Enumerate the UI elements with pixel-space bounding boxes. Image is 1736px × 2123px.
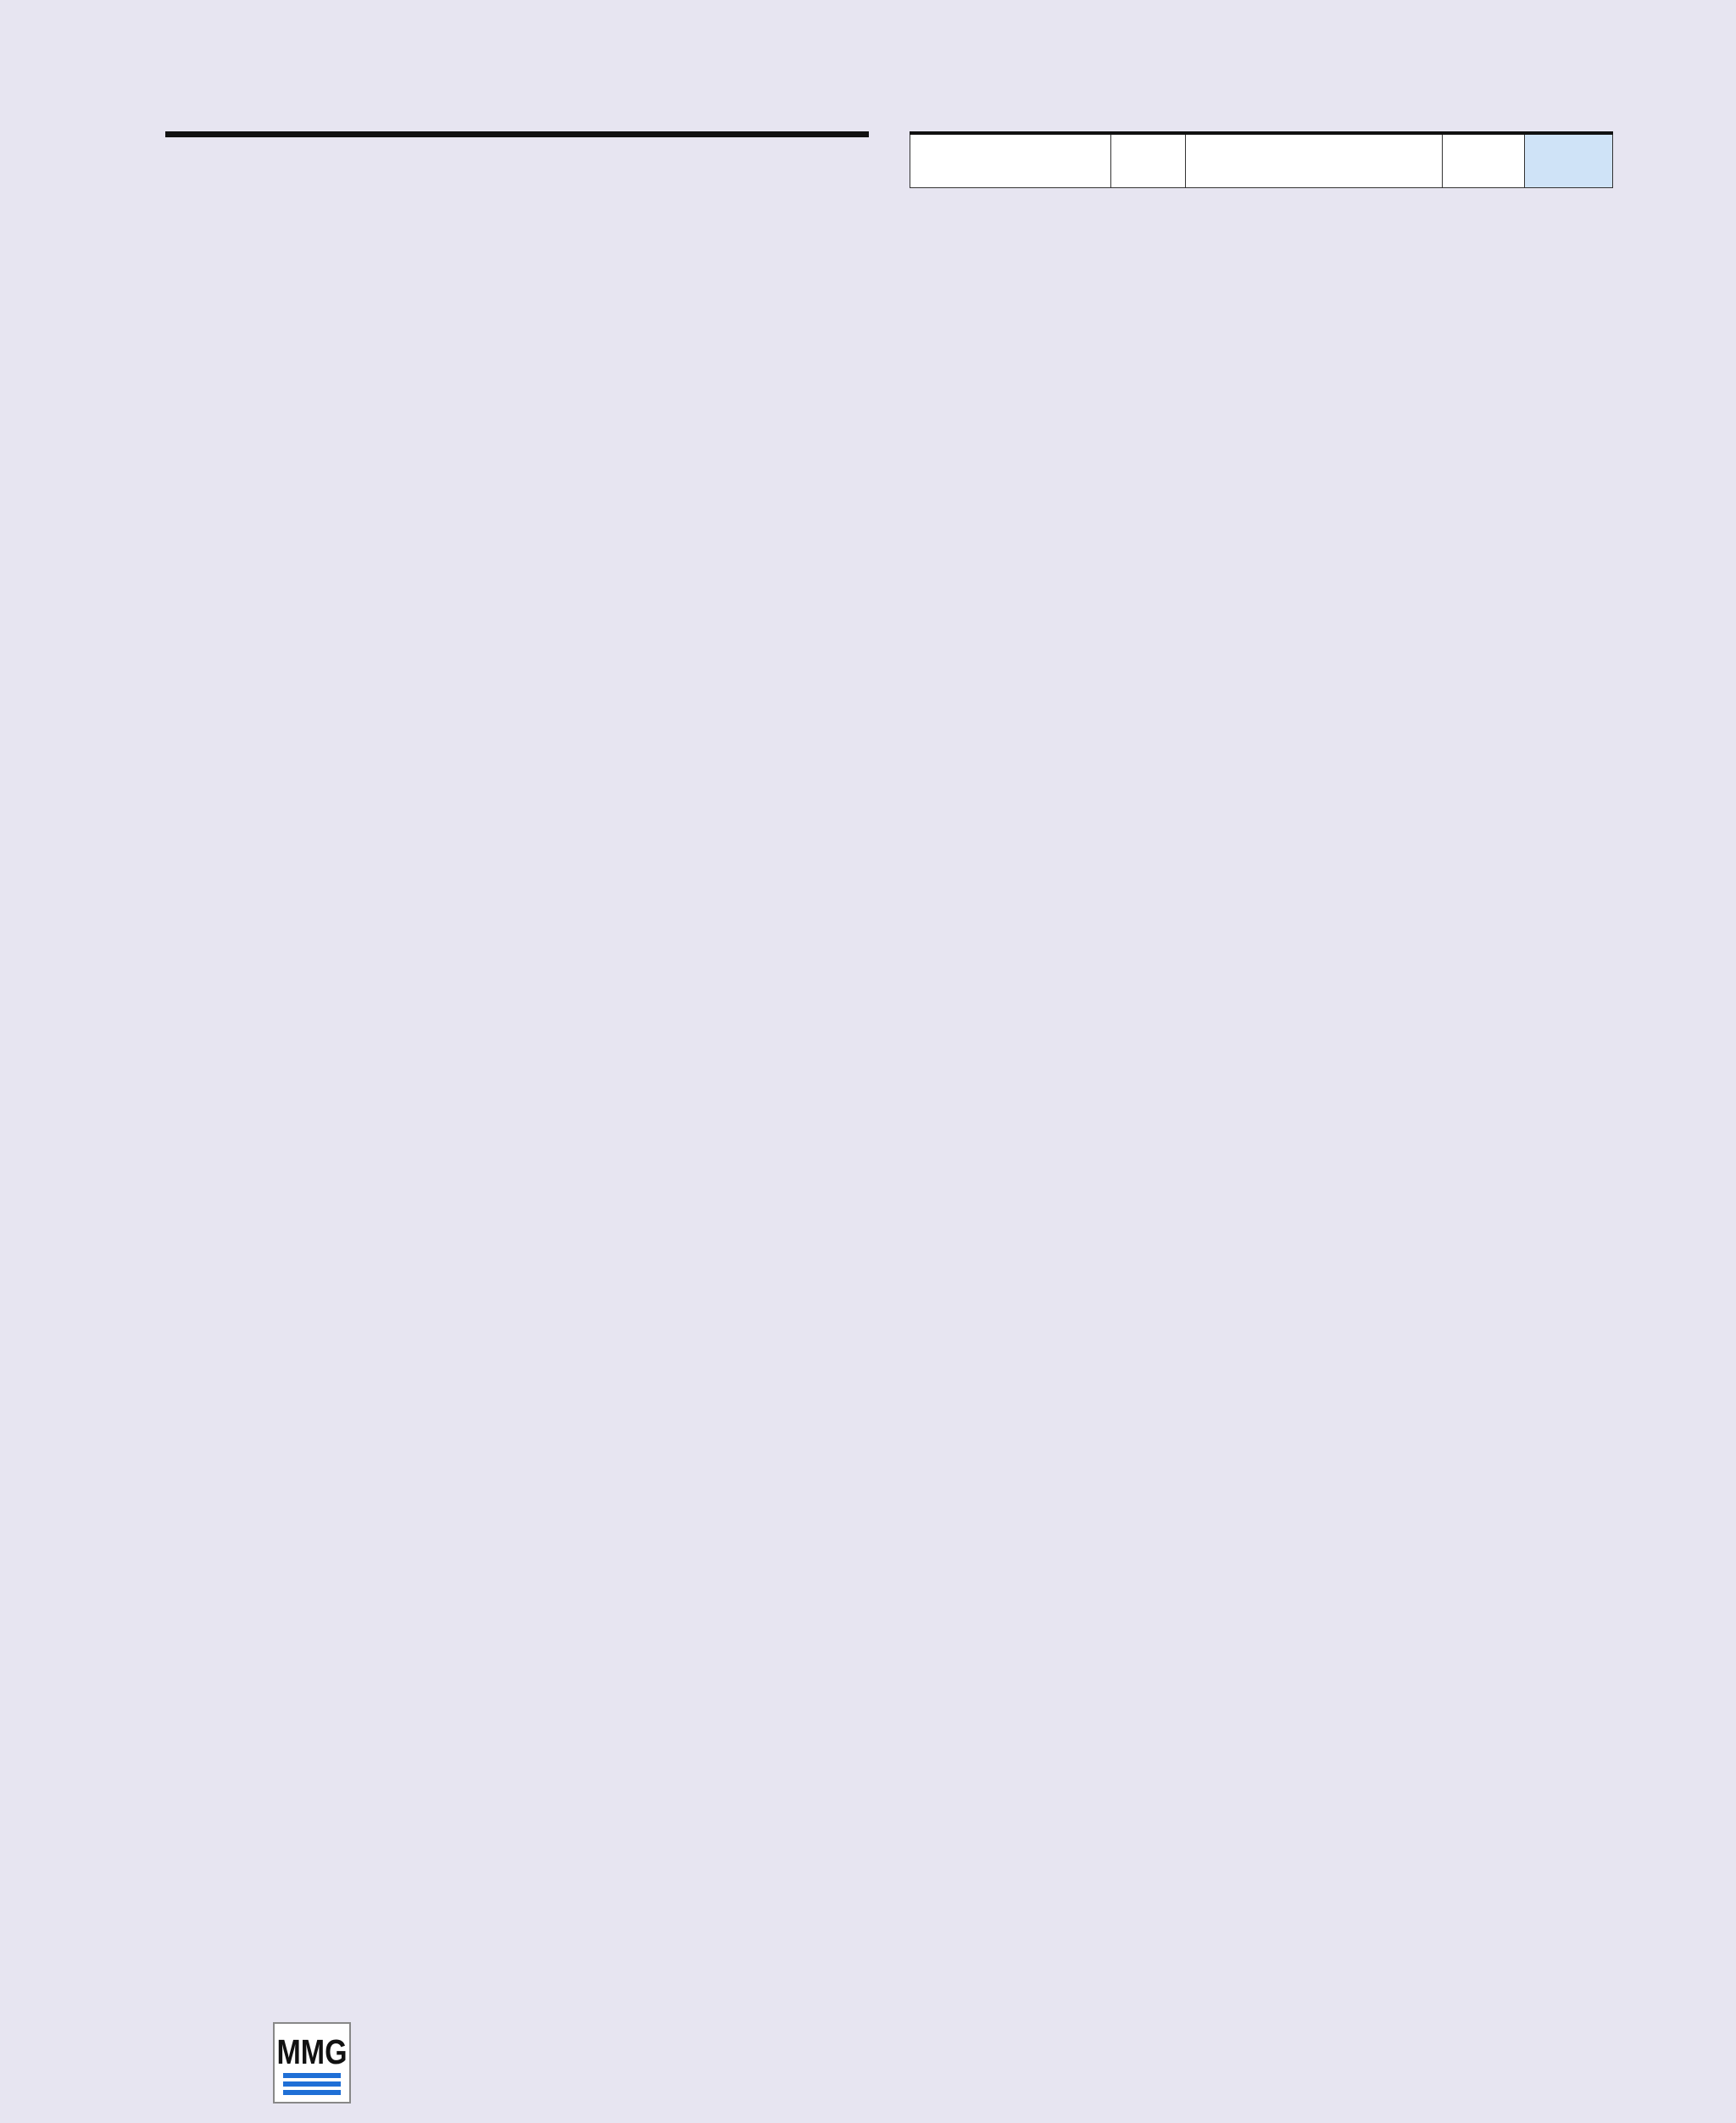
col-parameter: [910, 133, 1111, 188]
permeability-temperature-chart: [153, 1559, 627, 2000]
title-rule: [165, 131, 869, 137]
col-conditions: [1185, 133, 1442, 188]
complex-permeability-chart: [153, 576, 627, 1034]
mmg-logo: [273, 2022, 351, 2104]
spec-header-row: [910, 133, 1613, 188]
mmg-logo-graphic: [275, 2024, 349, 2102]
col-unit: [1442, 133, 1525, 188]
col-f9: [1525, 133, 1613, 188]
relative-loss-factor-chart: [153, 1076, 627, 1517]
spec-table: [910, 131, 1613, 188]
svg-text:MMG: MMG: [276, 2031, 348, 2071]
bh-loop-chart: [661, 1072, 1136, 1513]
col-symbol: [1111, 133, 1186, 188]
